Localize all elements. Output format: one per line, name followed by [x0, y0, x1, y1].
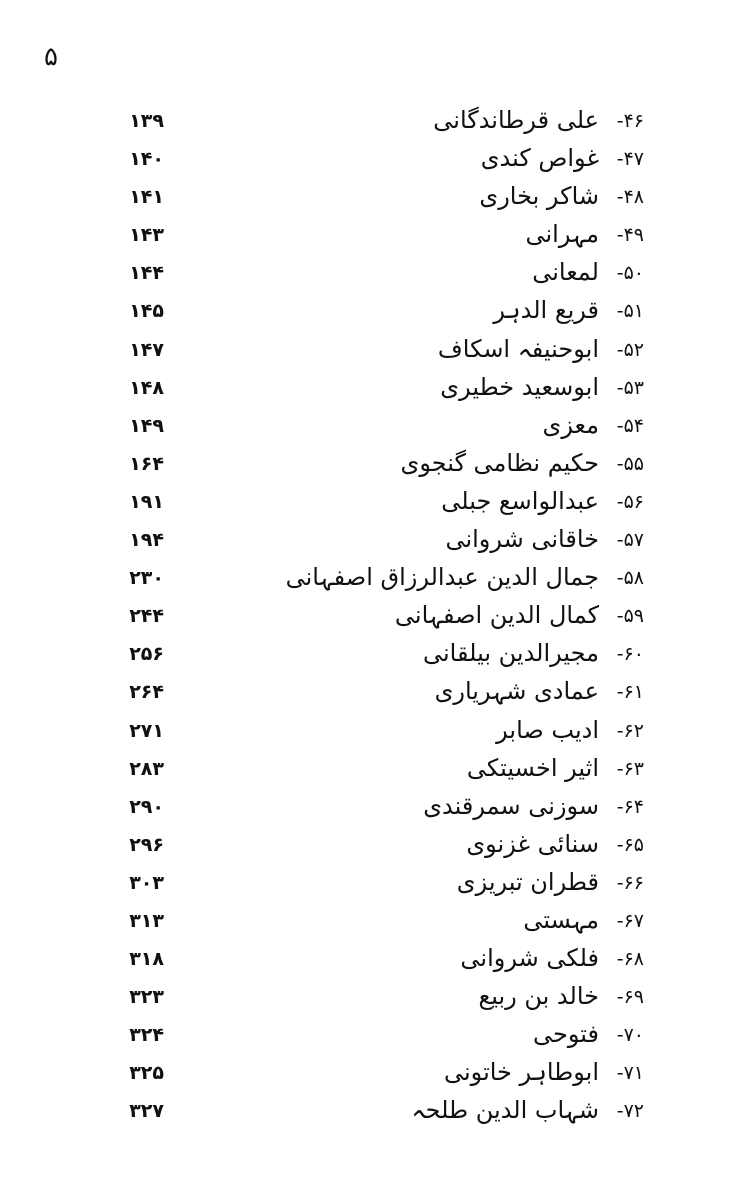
entry-page-number: ۲۷۱: [129, 719, 164, 742]
entry-page-number: ۳۲۳: [129, 986, 164, 1009]
entry-number: ۴۸-: [616, 186, 644, 209]
entry-title: سنائی غزنوی: [466, 829, 599, 858]
table-of-contents: [0, 102, 729, 1131]
entry-page-number: ۱۹۴: [129, 529, 164, 552]
entry-title: خالد بن ربیع: [478, 982, 599, 1011]
toc-entry: [0, 331, 729, 369]
entry-page-number: ۳۲۴: [129, 1024, 164, 1047]
toc-entry: [0, 1092, 729, 1130]
toc-entry: [0, 292, 729, 330]
entry-number: ۶۱-: [616, 681, 644, 704]
entry-page-number: ۱۴۰: [129, 148, 164, 171]
entry-title: مجیرالدین بیلقانی: [423, 639, 599, 668]
toc-entry: [0, 673, 729, 711]
entry-title: ابوحنیفہ اسکاف: [437, 334, 599, 363]
toc-entry: [0, 864, 729, 902]
entry-title: فتوحی: [533, 1020, 599, 1049]
toc-entry: [0, 826, 729, 864]
toc-entry: [0, 140, 729, 178]
entry-title: فلکی شروانی: [460, 944, 599, 973]
entry-page-number: ۳۱۸: [129, 948, 164, 971]
toc-entry: [0, 1016, 729, 1054]
entry-page-number: ۱۴۵: [129, 300, 164, 323]
toc-entry: [0, 407, 729, 445]
entry-title: غواص کندی: [480, 144, 599, 173]
entry-number: ۶۹-: [616, 986, 644, 1009]
entry-number: ۵۰-: [616, 262, 644, 285]
entry-number: ۶۳-: [616, 757, 644, 780]
entry-title: قریع الدہر: [493, 296, 599, 325]
entry-page-number: ۳۱۳: [129, 909, 164, 932]
entry-title: قطران تبریزی: [456, 867, 599, 896]
toc-entry: [0, 597, 729, 635]
entry-page-number: ۳۰۳: [129, 871, 164, 894]
entry-title: عمادی شہریاری: [434, 677, 599, 706]
toc-entry: [0, 102, 729, 140]
entry-number: ۴۹-: [616, 224, 644, 247]
toc-entry: [0, 940, 729, 978]
entry-page-number: ۳۲۷: [129, 1100, 164, 1123]
entry-number: ۵۵-: [616, 452, 644, 475]
entry-title: لمعانی: [532, 258, 599, 287]
entry-page-number: ۱۹۱: [129, 490, 164, 513]
entry-number: ۴۶-: [616, 110, 644, 132]
toc-entry: [0, 216, 729, 254]
entry-number: ۷۱-: [616, 1062, 644, 1085]
entry-number: ۶۶-: [616, 871, 644, 894]
entry-number: ۶۸-: [616, 948, 644, 971]
entry-title: ادیب صابر: [496, 715, 599, 744]
toc-entry: [0, 902, 729, 940]
entry-number: ۵۱-: [616, 300, 644, 323]
entry-number: ۵۷-: [616, 529, 644, 552]
entry-number: ۶۴-: [616, 795, 644, 818]
entry-number: ۵۴-: [616, 414, 644, 437]
entry-page-number: ۱۴۸: [129, 376, 164, 399]
toc-entry: [0, 178, 729, 216]
entry-number: ۶۲-: [616, 719, 644, 742]
entry-page-number: ۱۴۳: [129, 224, 164, 247]
toc-entry: [0, 635, 729, 673]
entry-page-number: ۲۹۶: [129, 833, 164, 856]
entry-number: ۵۹-: [616, 605, 644, 628]
entry-title: حکیم نظامی گنجوی: [400, 448, 599, 477]
toc-entry: [0, 788, 729, 826]
entry-number: ۴۷-: [616, 148, 644, 171]
entry-page-number: ۱۶۴: [129, 452, 164, 475]
entry-title: مہستی: [523, 905, 599, 934]
entry-title: جمال الدین عبدالرزاق اصفہانی: [285, 563, 599, 592]
entry-title: سوزنی سمرقندی: [423, 791, 599, 820]
entry-page-number: ۲۶۴: [129, 681, 164, 704]
entry-title: اثیر اخسیتکی: [466, 753, 599, 782]
entry-number: ۷۲-: [616, 1100, 644, 1123]
entry-number: ۵۳-: [616, 376, 644, 399]
toc-entry: [0, 1054, 729, 1092]
entry-title: کمال الدین اصفہانی: [394, 601, 599, 630]
toc-entry: [0, 254, 729, 292]
entry-number: ۵۸-: [616, 567, 644, 590]
entry-page-number: ۱۴۱: [129, 186, 164, 209]
entry-number: ۶۰-: [616, 643, 644, 666]
entry-page-number: ۱۳۹: [129, 110, 164, 132]
entry-page-number: ۳۲۵: [129, 1062, 164, 1085]
page-number: ۵: [44, 42, 58, 72]
toc-entry: [0, 978, 729, 1016]
entry-title: شہاب الدین طلحہ: [411, 1096, 599, 1125]
toc-entry: [0, 483, 729, 521]
entry-title: عبدالواسع جبلی: [441, 486, 599, 515]
toc-entry: [0, 712, 729, 750]
entry-page-number: ۲۸۳: [129, 757, 164, 780]
toc-entry: [0, 750, 729, 788]
entry-number: ۵۶-: [616, 490, 644, 513]
entry-title: ابوطاہر خاتونی: [443, 1058, 599, 1087]
entry-page-number: ۲۳۰: [129, 567, 164, 590]
entry-title: معزی: [542, 410, 599, 439]
toc-entry: [0, 559, 729, 597]
entry-number: ۷۰-: [616, 1024, 644, 1047]
entry-page-number: ۱۴۴: [129, 262, 164, 285]
entry-page-number: ۲۹۰: [129, 795, 164, 818]
entry-title: خاقانی شروانی: [445, 525, 599, 554]
entry-number: ۶۷-: [616, 909, 644, 932]
entry-page-number: ۱۴۹: [129, 414, 164, 437]
entry-title: ابوسعید خطیری: [440, 372, 599, 401]
entry-number: ۵۲-: [616, 338, 644, 361]
toc-entry: [0, 445, 729, 483]
toc-entry: [0, 369, 729, 407]
toc-entry: [0, 521, 729, 559]
entry-title: علی قرطاندگانی: [433, 106, 599, 134]
entry-page-number: ۲۴۴: [129, 605, 164, 628]
entry-title: مہرانی: [525, 220, 599, 249]
entry-title: شاکر بخاری: [479, 182, 599, 211]
entry-page-number: ۱۴۷: [129, 338, 164, 361]
entry-number: ۶۵-: [616, 833, 644, 856]
entry-page-number: ۲۵۶: [129, 643, 164, 666]
